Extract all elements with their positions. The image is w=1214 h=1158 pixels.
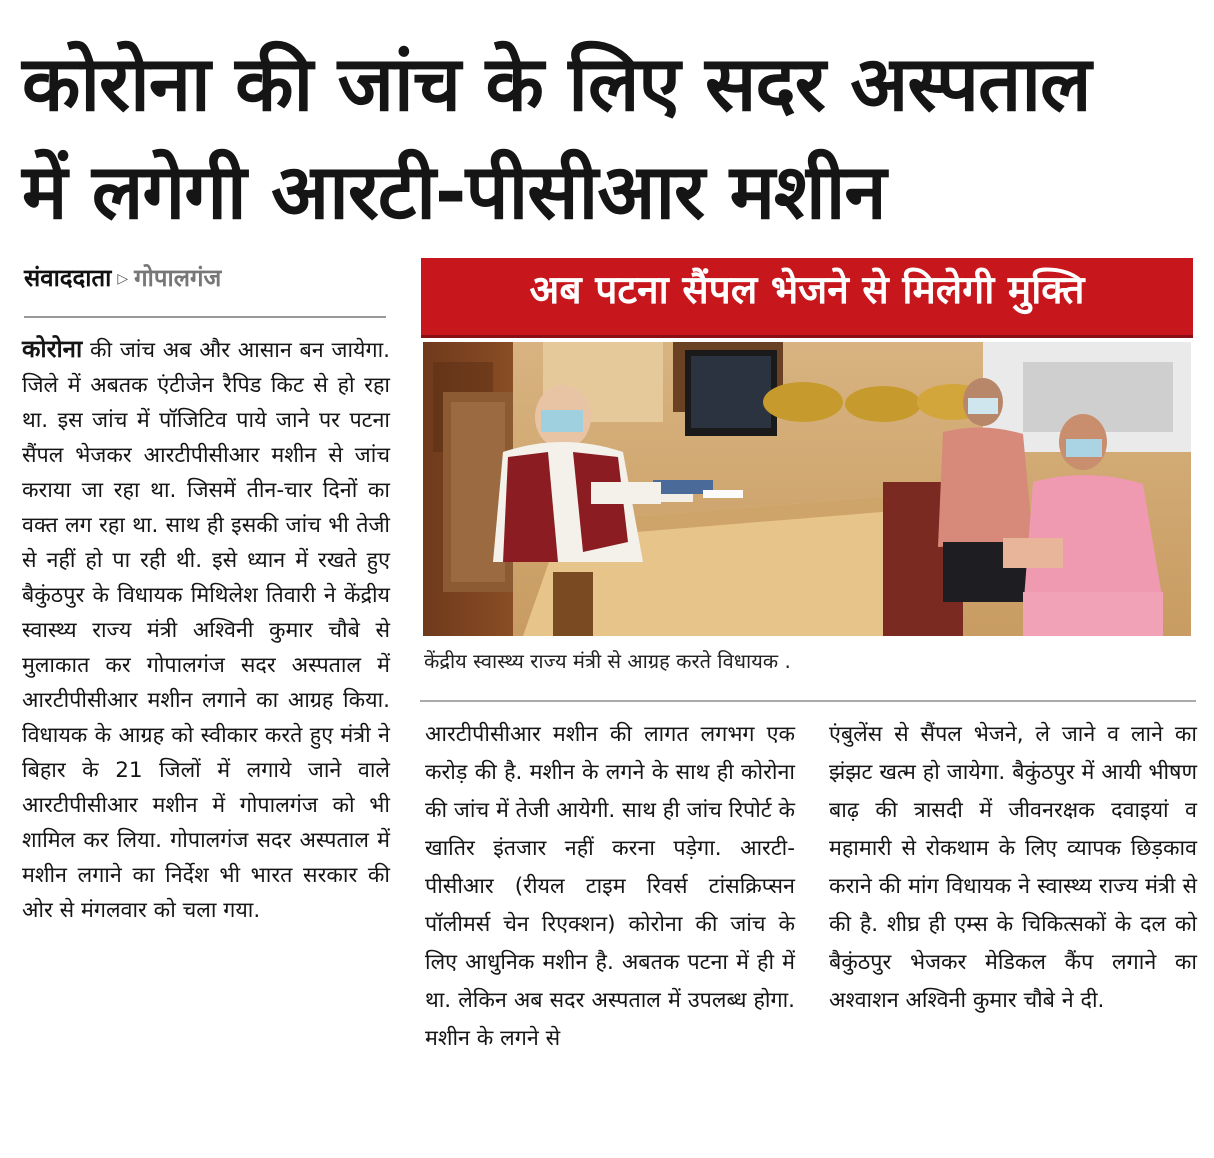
subheadline-banner <box>421 258 1193 335</box>
subheadline-text: अब पटना सैंपल भेजने से मिलेगी मुक्ति <box>529 268 1085 313</box>
photo-caption: केंद्रीय स्वास्थ्य राज्य मंत्री से आग्रह करते विधायक . <box>424 649 791 673</box>
byline-place: गोपालगंज <box>134 264 222 292</box>
headline-line-2: में लगेगी आरटी-पीसीआर मशीन <box>22 147 886 236</box>
lead-word: कोरोना <box>22 335 83 363</box>
headline <box>22 30 1202 246</box>
news-photo <box>423 342 1191 636</box>
byline-arrow-icon: ▷ <box>117 271 129 287</box>
byline-reporter: संवाददाता <box>24 264 112 292</box>
column-middle-text: आरटीपीसीआर मशीन की लागत लगभग एक करोड़ की है. मशीन के लगने के साथ ही कोरोना की जांच में तेजी आयेगी. साथ ही जांच रिपोर्ट के खातिर इंतजार नहीं करना पड़ेगा. आरटी-पीसीआर (रीयल टाइम रिवर्स टांसक्रिप्सन पॉलीमर्स चेन रिएक्शन) कोरोना की जांच के लिए आधुनिक मशीन है. अबतक पटना में ही में था. लेकिन अब सदर अस्पताल में उपलब्ध होगा. मशीन के लगने से <box>425 722 795 1051</box>
divider <box>420 700 1196 702</box>
article-column-right <box>829 716 1197 1020</box>
article-column-middle <box>425 716 795 1058</box>
article-column-left <box>22 332 390 928</box>
column-right-text: एंबुलेंस से सैंपल भेजने, ले जाने व लाने का झंझट खत्म हो जायेगा. बैकुंठपुर में आयी भीषण बाढ़ की त्रासदी में जीवनरक्षक दवाइयां व महामारी से रोकथाम के लिए व्यापक छिड़काव कराने की मांग विधायक ने स्वास्थ्य राज्य मंत्री से की है. शीघ्र ही एम्स के चिकित्सकों के दल को बैकुंठपुर भेजकर मेडिकल कैंप लगाने का अश्वाशन अश्विनी कुमार चौबे ने दी. <box>829 722 1197 1013</box>
photo-illustration <box>423 342 1191 636</box>
column-left-text: की जांच अब और आसान बन जायेगा. जिले में अबतक एंटीजेन रैपिड किट से हो रहा था. इस जांच में पॉजिटिव पाये जाने पर पटना सैंपल भेजकर आरटीपीसीआर मशीन से जांच कराया जा रहा था. जिसमें तीन-चार दिनों का वक्त लग रहा था. साथ ही इसकी जांच भी तेजी से नहीं हो पा रही थी. इसे ध्यान में रखते हुए बैकुंठपुर के विधायक मिथिलेश तिवारी ने केंद्रीय स्वास्थ्य राज्य मंत्री अश्विनी कुमार चौबे से मुलाकात कर गोपालगंज सदर अस्पताल में आरटीपीसीआर मशीन लगाने का आग्रह किया. विधायक के आग्रह को स्वीकार करते हुए मंत्री ने बिहार के 21 जिलों में लगाये जाने वाले आरटीपीसीआर मशीन में गोपालगंज को भी शामिल कर लिया. गोपालगंज सदर अस्पताल में मशीन लगाने का निर्देश भी भारत सरकार की ओर से मंगलवार को चला गया. <box>22 338 390 923</box>
byline <box>24 258 386 318</box>
headline-line-1: कोरोना की जांच के लिए सदर अस्पताल <box>22 39 1091 128</box>
